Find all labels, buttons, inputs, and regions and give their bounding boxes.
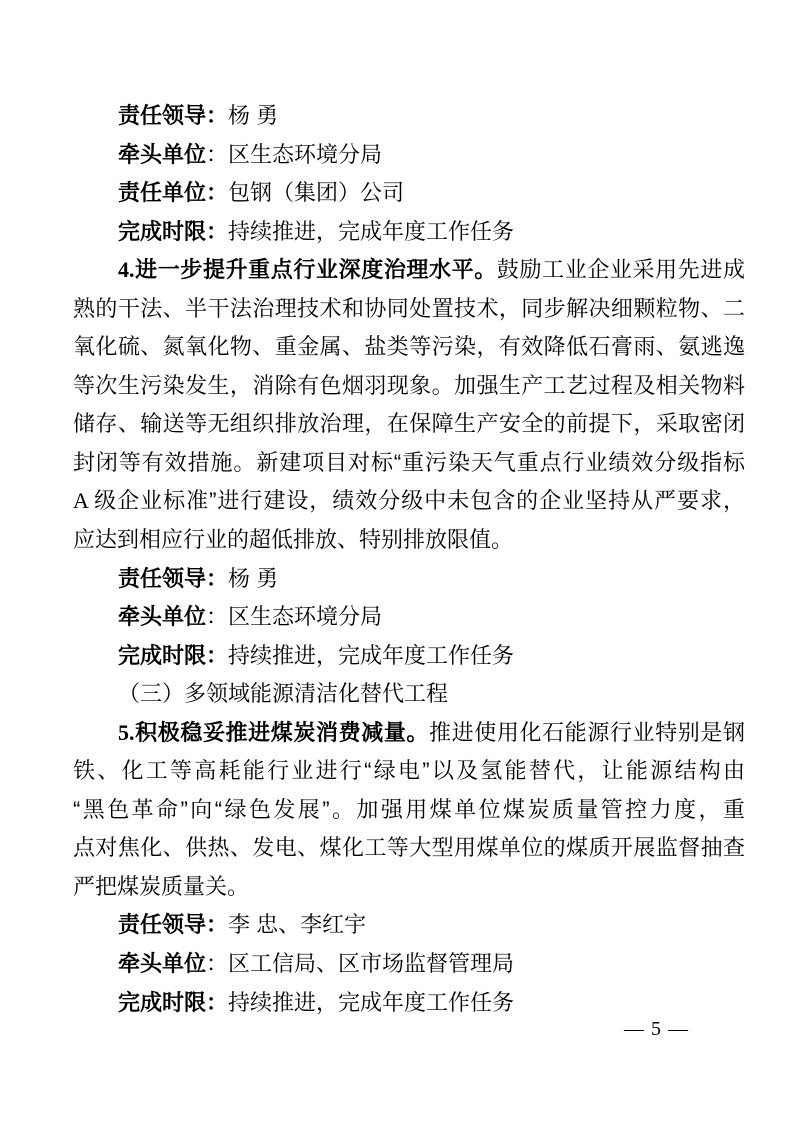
body-text: 李 忠、李红宇 <box>228 912 367 938</box>
responsibility-block-3 <box>73 906 745 1022</box>
body-text: ：区工信局、区市场监督管理局 <box>206 951 515 977</box>
emphasis-text: 责任领导： <box>118 103 229 128</box>
emphasis-text: 完成时限： <box>118 989 229 1015</box>
paragraph-line <box>73 251 745 290</box>
body-text: 级企业标准”进行建设，绩效分级中未包含的企业坚持从严要求， <box>94 488 745 514</box>
paragraph-line <box>73 405 745 444</box>
body-text: 杨 勇 <box>228 103 279 128</box>
paragraph-line <box>73 714 745 753</box>
paragraph-task-5 <box>73 714 745 907</box>
emphasis-text: 完成时限： <box>118 218 229 244</box>
kv-line <box>73 637 745 676</box>
emphasis-text: 责任单位： <box>118 180 229 206</box>
kv-line <box>73 97 745 136</box>
body-text: 应达到相应行业的超低排放、特别排放限值。 <box>73 527 514 553</box>
body-text: 点对焦化、供热、发电、煤化工等大型用煤单位的煤质开展监督抽查 <box>73 835 745 861</box>
body-text: （三）多领域能源清洁化替代工程 <box>118 681 449 707</box>
paragraph-line <box>73 290 745 329</box>
body-text: ：区生态环境分局 <box>206 141 383 167</box>
paragraph-line <box>73 482 745 521</box>
body-text: 铁、化工等高耗能行业进行“绿电”以及氢能替代，让能源结构由 <box>73 758 745 784</box>
emphasis-text: 责任领导： <box>118 912 229 938</box>
paragraph-line <box>73 367 745 406</box>
kv-line <box>73 598 745 637</box>
paragraph-line <box>73 868 745 907</box>
body-text: 持续推进，完成年度工作任务 <box>228 218 515 244</box>
paragraph-line <box>73 444 745 483</box>
kv-line <box>73 906 745 945</box>
paragraph-line <box>73 752 745 791</box>
body-text: 熟的干法、半干法治理技术和协同处置技术，同步解决细颗粒物、二 <box>73 295 745 321</box>
kv-line <box>73 560 745 599</box>
emphasis-text: 责任领导： <box>118 565 229 591</box>
body-text: 包钢（集团）公司 <box>228 180 405 206</box>
document-body <box>73 97 745 1022</box>
emphasis-text: 牵头单位 <box>118 951 207 977</box>
body-text: 严把煤炭质量关。 <box>73 873 250 899</box>
emphasis-text: 完成时限： <box>118 642 229 668</box>
body-text: ：区生态环境分局 <box>206 604 383 630</box>
section-heading-line <box>73 675 745 714</box>
paragraph-line <box>73 521 745 560</box>
kv-line <box>73 213 745 252</box>
body-text: 持续推进，完成年度工作任务 <box>228 989 515 1015</box>
body-text: 等次生污染发生，消除有色烟羽现象。加强生产工艺过程及相关物料 <box>73 372 745 398</box>
paragraph-line <box>73 829 745 868</box>
body-text: 持续推进，完成年度工作任务 <box>228 642 515 668</box>
emphasis-text: 4. <box>118 257 135 283</box>
body-text: 杨 勇 <box>228 565 279 591</box>
body-text: 鼓励工业企业采用先进成 <box>496 257 745 283</box>
kv-line <box>73 136 745 175</box>
body-text: 储存、输送等无组织排放治理，在保障生产安全的前提下，采取密闭 <box>73 411 745 437</box>
page-number: — 5 — <box>624 1018 689 1040</box>
subsection-heading-3 <box>73 675 745 714</box>
body-text: “黑色革命”向“绿色发展”。加强用煤单位煤炭质量管控力度，重 <box>73 796 745 822</box>
paragraph-line <box>73 791 745 830</box>
body-text: 推进使用化石能源行业特别是钢 <box>429 719 745 745</box>
emphasis-text: 积极稳妥推进煤炭消费减量。 <box>134 719 430 745</box>
responsibility-block-1 <box>73 97 745 251</box>
paragraph-task-4 <box>73 251 745 559</box>
emphasis-text: 牵头单位 <box>118 604 207 630</box>
kv-line <box>73 174 745 213</box>
body-text: 封闭等有效措施。新建项目对标“重污染天气重点行业绩效分级指标 <box>73 449 745 475</box>
paragraph-line <box>73 328 745 367</box>
responsibility-block-2 <box>73 560 745 676</box>
kv-line <box>73 945 745 984</box>
emphasis-text: 进一步提升重点行业深度治理水平。 <box>134 257 497 283</box>
emphasis-text: 5. <box>118 719 135 745</box>
body-text: A <box>73 488 95 514</box>
body-text: 氧化硫、氮氧化物、重金属、盐类等污染，有效降低石膏雨、氨逃逸 <box>73 334 745 360</box>
emphasis-text: 牵头单位 <box>118 141 207 167</box>
